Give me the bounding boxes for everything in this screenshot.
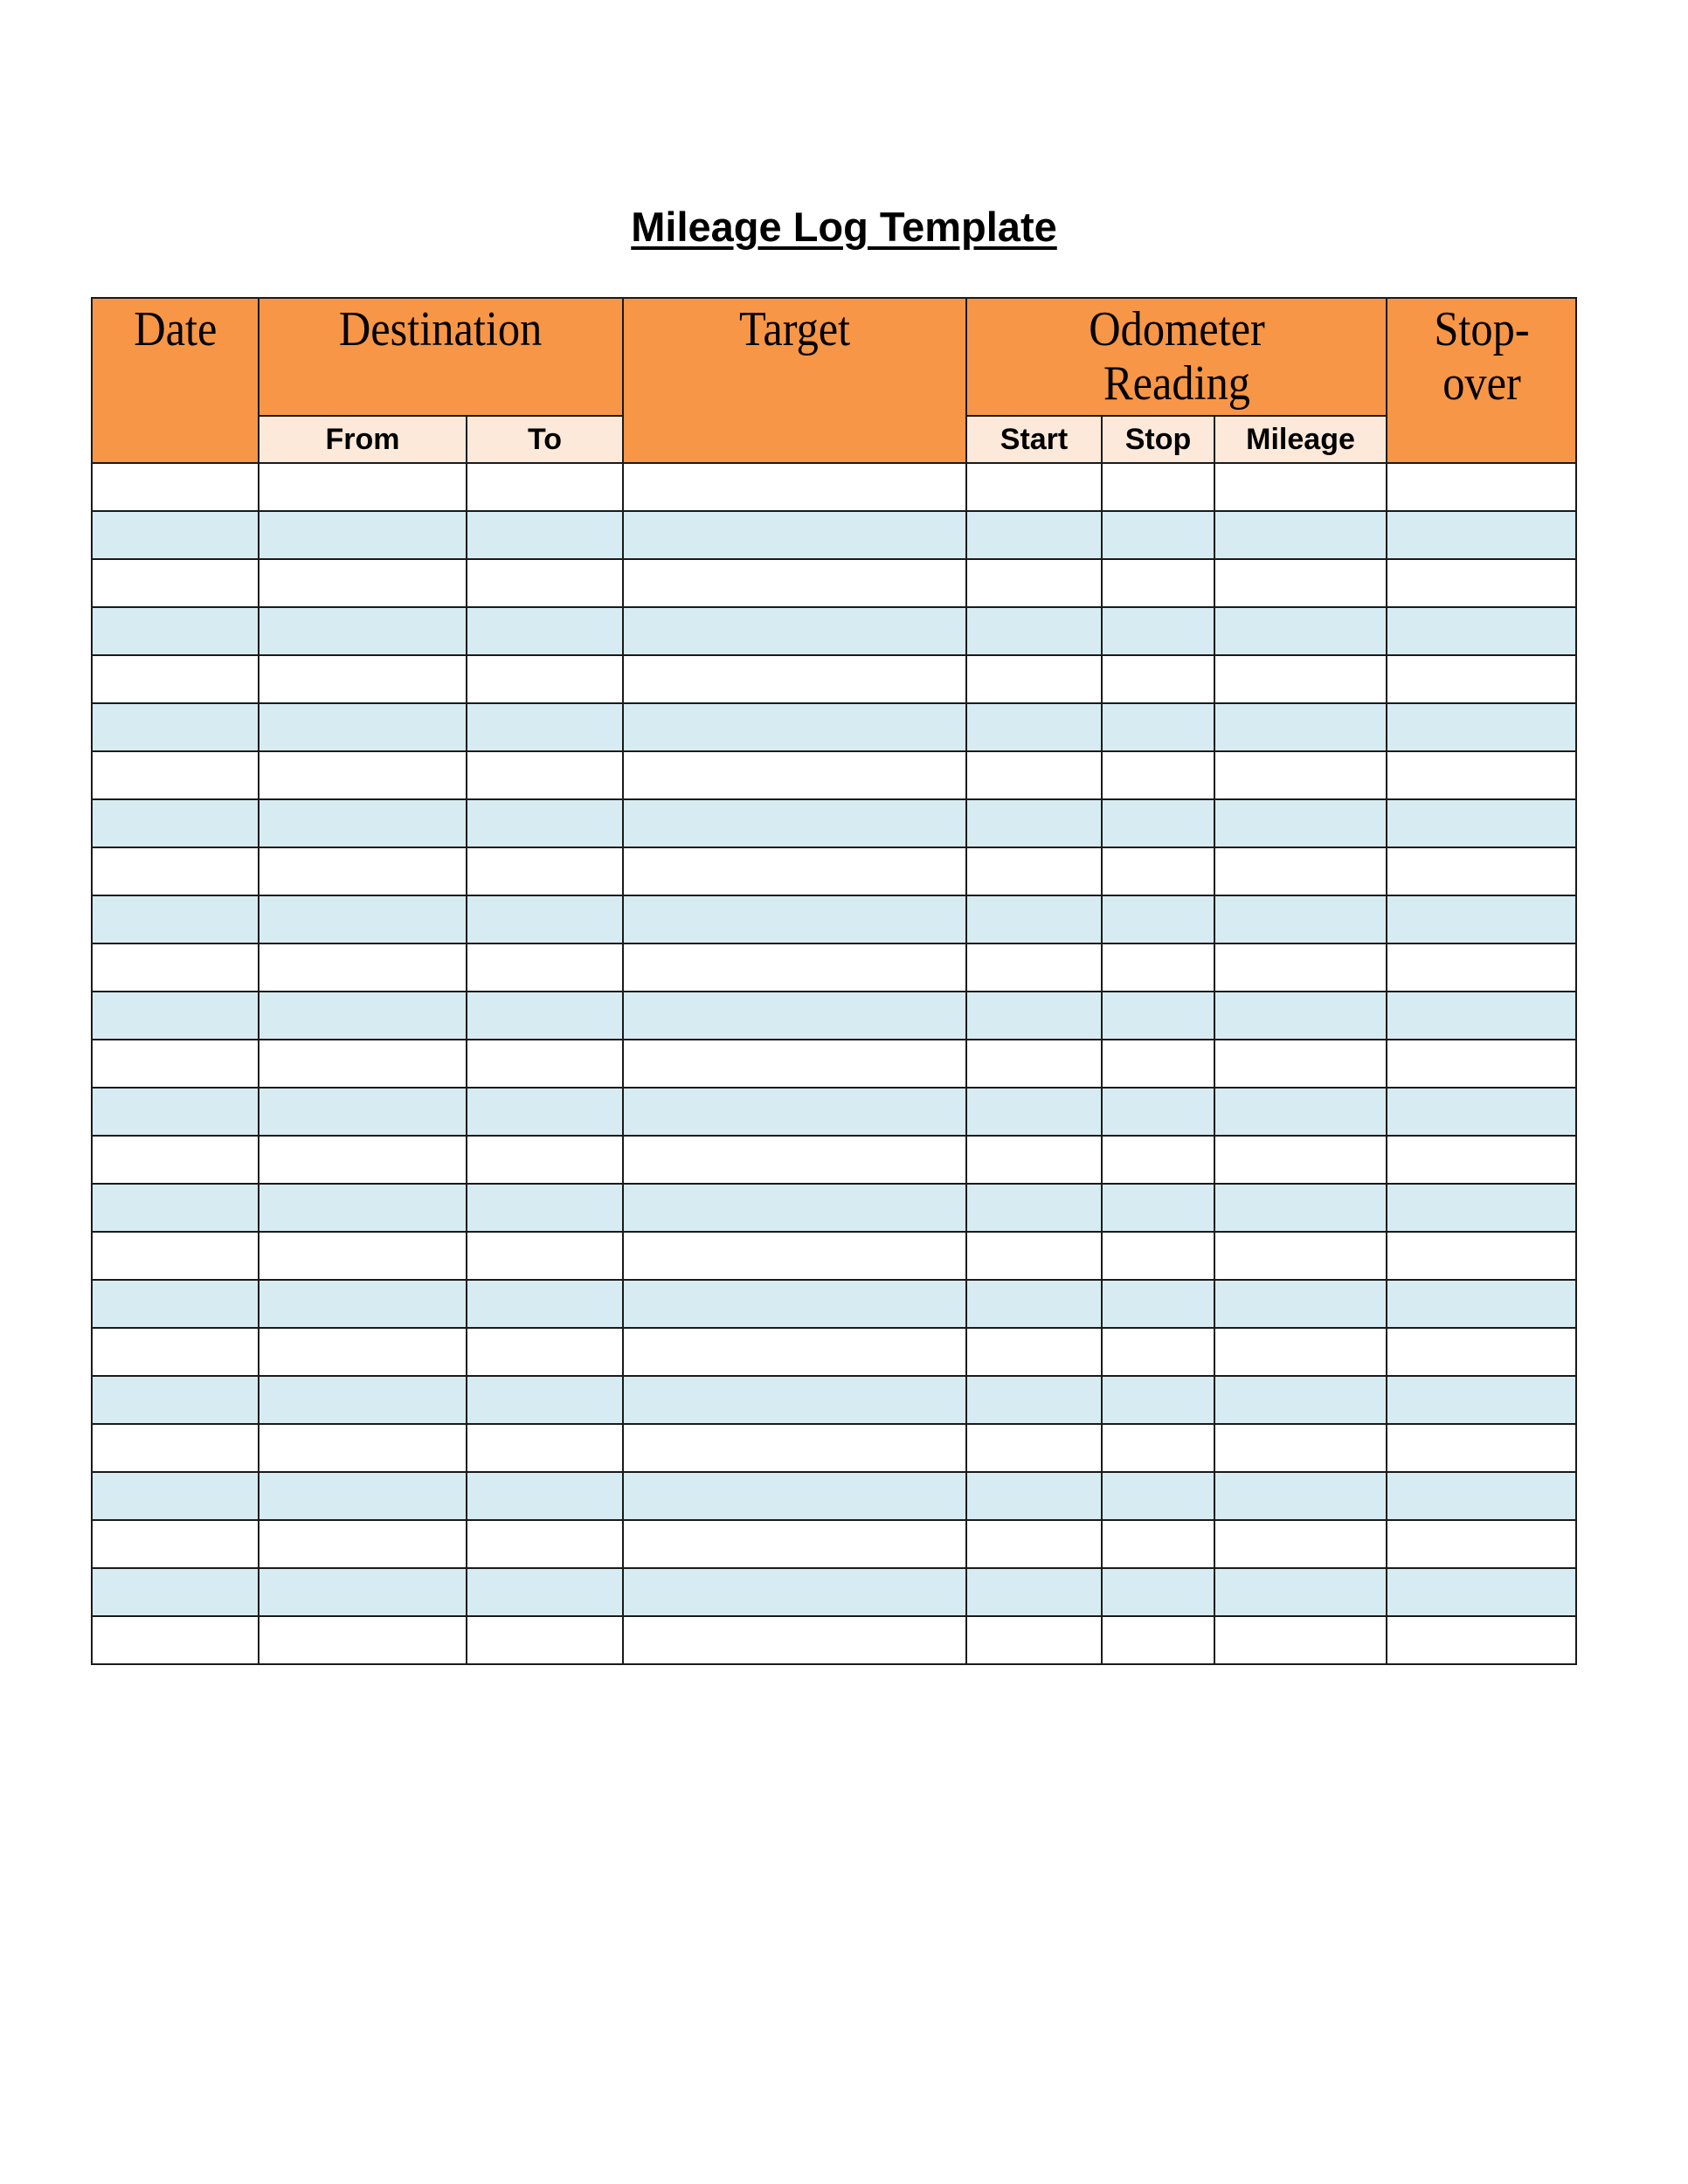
cell-target[interactable] bbox=[623, 1040, 966, 1088]
cell-from[interactable] bbox=[259, 1520, 467, 1568]
page-title: Mileage Log Template bbox=[631, 204, 1057, 250]
cell-mileage[interactable] bbox=[1214, 1376, 1387, 1424]
cell-stop[interactable] bbox=[1102, 1520, 1214, 1568]
cell-target[interactable] bbox=[623, 607, 966, 655]
cell-to[interactable] bbox=[467, 463, 623, 511]
cell-stop[interactable] bbox=[1102, 1568, 1214, 1616]
cell-target[interactable] bbox=[623, 1232, 966, 1280]
cell-stop[interactable] bbox=[1102, 1328, 1214, 1376]
cell-stopover[interactable] bbox=[1387, 463, 1576, 511]
cell-target[interactable] bbox=[623, 799, 966, 847]
cell-to[interactable] bbox=[467, 1280, 623, 1328]
cell-mileage[interactable] bbox=[1214, 1424, 1387, 1472]
cell-mileage[interactable] bbox=[1214, 1088, 1387, 1136]
cell-from[interactable] bbox=[259, 1136, 467, 1184]
cell-date[interactable] bbox=[92, 895, 259, 943]
cell-stop[interactable] bbox=[1102, 1280, 1214, 1328]
cell-start[interactable] bbox=[966, 1472, 1102, 1520]
cell-date[interactable] bbox=[92, 1040, 259, 1088]
cell-start[interactable] bbox=[966, 895, 1102, 943]
cell-target[interactable] bbox=[623, 1328, 966, 1376]
cell-start[interactable] bbox=[966, 1184, 1102, 1232]
cell-date[interactable] bbox=[92, 607, 259, 655]
cell-to[interactable] bbox=[467, 1424, 623, 1472]
cell-date[interactable] bbox=[92, 559, 259, 607]
cell-mileage[interactable] bbox=[1214, 895, 1387, 943]
table-row bbox=[92, 895, 1576, 943]
cell-stop[interactable] bbox=[1102, 1040, 1214, 1088]
cell-stopover[interactable] bbox=[1387, 1088, 1576, 1136]
cell-stopover[interactable] bbox=[1387, 1136, 1576, 1184]
cell-stop[interactable] bbox=[1102, 799, 1214, 847]
cell-stopover[interactable] bbox=[1387, 511, 1576, 559]
cell-stopover[interactable] bbox=[1387, 607, 1576, 655]
cell-to[interactable] bbox=[467, 1232, 623, 1280]
cell-stop[interactable] bbox=[1102, 751, 1214, 799]
cell-start[interactable] bbox=[966, 511, 1102, 559]
cell-mileage[interactable] bbox=[1214, 751, 1387, 799]
cell-mileage[interactable] bbox=[1214, 943, 1387, 992]
table-row bbox=[92, 511, 1576, 559]
cell-mileage[interactable] bbox=[1214, 511, 1387, 559]
cell-stopover[interactable] bbox=[1387, 992, 1576, 1040]
cell-mileage[interactable] bbox=[1214, 1520, 1387, 1568]
subheader-mileage: Mileage bbox=[1214, 416, 1387, 463]
cell-date[interactable] bbox=[92, 1232, 259, 1280]
cell-stopover[interactable] bbox=[1387, 559, 1576, 607]
cell-target[interactable] bbox=[623, 847, 966, 895]
table-row bbox=[92, 703, 1576, 751]
cell-target[interactable] bbox=[623, 1184, 966, 1232]
cell-date[interactable] bbox=[92, 1568, 259, 1616]
table-row bbox=[92, 1616, 1576, 1664]
cell-stopover[interactable] bbox=[1387, 1328, 1576, 1376]
cell-date[interactable] bbox=[92, 1136, 259, 1184]
table-row bbox=[92, 1424, 1576, 1472]
cell-mileage[interactable] bbox=[1214, 703, 1387, 751]
table-row bbox=[92, 1376, 1576, 1424]
table-row bbox=[92, 1232, 1576, 1280]
cell-date[interactable] bbox=[92, 1616, 259, 1664]
cell-mileage[interactable] bbox=[1214, 1472, 1387, 1520]
cell-from[interactable] bbox=[259, 751, 467, 799]
cell-from[interactable] bbox=[259, 1088, 467, 1136]
table-row bbox=[92, 1568, 1576, 1616]
cell-date[interactable] bbox=[92, 463, 259, 511]
cell-start[interactable] bbox=[966, 1568, 1102, 1616]
cell-from[interactable] bbox=[259, 943, 467, 992]
cell-mileage[interactable] bbox=[1214, 992, 1387, 1040]
cell-mileage[interactable] bbox=[1214, 1280, 1387, 1328]
cell-from[interactable] bbox=[259, 1040, 467, 1088]
cell-to[interactable] bbox=[467, 799, 623, 847]
cell-to[interactable] bbox=[467, 943, 623, 992]
cell-date[interactable] bbox=[92, 1088, 259, 1136]
cell-date[interactable] bbox=[92, 799, 259, 847]
table-row bbox=[92, 992, 1576, 1040]
cell-target[interactable] bbox=[623, 751, 966, 799]
table-row bbox=[92, 799, 1576, 847]
cell-stopover[interactable] bbox=[1387, 895, 1576, 943]
header-target: Target bbox=[623, 298, 966, 463]
cell-mileage[interactable] bbox=[1214, 1328, 1387, 1376]
header-destination: Destination bbox=[259, 298, 623, 416]
cell-target[interactable] bbox=[623, 943, 966, 992]
cell-date[interactable] bbox=[92, 511, 259, 559]
cell-stopover[interactable] bbox=[1387, 1472, 1576, 1520]
cell-stop[interactable] bbox=[1102, 1088, 1214, 1136]
table-row bbox=[92, 1088, 1576, 1136]
cell-target[interactable] bbox=[623, 655, 966, 703]
cell-stopover[interactable] bbox=[1387, 655, 1576, 703]
cell-start[interactable] bbox=[966, 703, 1102, 751]
cell-from[interactable] bbox=[259, 1568, 467, 1616]
cell-from[interactable] bbox=[259, 1328, 467, 1376]
cell-from[interactable] bbox=[259, 847, 467, 895]
cell-stop[interactable] bbox=[1102, 1232, 1214, 1280]
cell-to[interactable] bbox=[467, 1136, 623, 1184]
subheader-to: To bbox=[467, 416, 623, 463]
cell-from[interactable] bbox=[259, 511, 467, 559]
cell-from[interactable] bbox=[259, 799, 467, 847]
cell-to[interactable] bbox=[467, 1520, 623, 1568]
subheader-from: From bbox=[259, 416, 467, 463]
table-row bbox=[92, 1280, 1576, 1328]
cell-start[interactable] bbox=[966, 1376, 1102, 1424]
table-row bbox=[92, 1520, 1576, 1568]
cell-to[interactable] bbox=[467, 607, 623, 655]
cell-date[interactable] bbox=[92, 655, 259, 703]
cell-start[interactable] bbox=[966, 1328, 1102, 1376]
cell-to[interactable] bbox=[467, 1376, 623, 1424]
cell-stopover[interactable] bbox=[1387, 751, 1576, 799]
cell-from[interactable] bbox=[259, 463, 467, 511]
cell-from[interactable] bbox=[259, 1424, 467, 1472]
cell-to[interactable] bbox=[467, 895, 623, 943]
cell-from[interactable] bbox=[259, 1472, 467, 1520]
cell-target[interactable] bbox=[623, 1136, 966, 1184]
cell-stopover[interactable] bbox=[1387, 943, 1576, 992]
table-row bbox=[92, 1472, 1576, 1520]
cell-mileage[interactable] bbox=[1214, 1568, 1387, 1616]
cell-target[interactable] bbox=[623, 1424, 966, 1472]
table-row bbox=[92, 559, 1576, 607]
cell-mileage[interactable] bbox=[1214, 559, 1387, 607]
subheader-stop: Stop bbox=[1102, 416, 1214, 463]
cell-to[interactable] bbox=[467, 1472, 623, 1520]
table-row bbox=[92, 1136, 1576, 1184]
cell-to[interactable] bbox=[467, 559, 623, 607]
cell-date[interactable] bbox=[92, 1280, 259, 1328]
cell-start[interactable] bbox=[966, 943, 1102, 992]
cell-target[interactable] bbox=[623, 1520, 966, 1568]
cell-to[interactable] bbox=[467, 703, 623, 751]
cell-to[interactable] bbox=[467, 1328, 623, 1376]
cell-stop[interactable] bbox=[1102, 943, 1214, 992]
cell-date[interactable] bbox=[92, 703, 259, 751]
cell-stop[interactable] bbox=[1102, 559, 1214, 607]
cell-start[interactable] bbox=[966, 463, 1102, 511]
cell-from[interactable] bbox=[259, 607, 467, 655]
cell-target[interactable] bbox=[623, 703, 966, 751]
cell-stopover[interactable] bbox=[1387, 1520, 1576, 1568]
cell-date[interactable] bbox=[92, 1328, 259, 1376]
cell-target[interactable] bbox=[623, 992, 966, 1040]
cell-target[interactable] bbox=[623, 463, 966, 511]
cell-stop[interactable] bbox=[1102, 1136, 1214, 1184]
cell-to[interactable] bbox=[467, 847, 623, 895]
cell-date[interactable] bbox=[92, 1472, 259, 1520]
cell-stopover[interactable] bbox=[1387, 1424, 1576, 1472]
cell-stop[interactable] bbox=[1102, 895, 1214, 943]
cell-mileage[interactable] bbox=[1214, 799, 1387, 847]
cell-stopover[interactable] bbox=[1387, 799, 1576, 847]
cell-start[interactable] bbox=[966, 1520, 1102, 1568]
cell-from[interactable] bbox=[259, 703, 467, 751]
cell-from[interactable] bbox=[259, 1184, 467, 1232]
cell-stop[interactable] bbox=[1102, 511, 1214, 559]
cell-start[interactable] bbox=[966, 655, 1102, 703]
cell-from[interactable] bbox=[259, 992, 467, 1040]
cell-mileage[interactable] bbox=[1214, 1184, 1387, 1232]
cell-stop[interactable] bbox=[1102, 655, 1214, 703]
cell-start[interactable] bbox=[966, 1424, 1102, 1472]
cell-stopover[interactable] bbox=[1387, 847, 1576, 895]
table-row bbox=[92, 655, 1576, 703]
cell-date[interactable] bbox=[92, 1424, 259, 1472]
table-row bbox=[92, 463, 1576, 511]
cell-target[interactable] bbox=[623, 1472, 966, 1520]
cell-from[interactable] bbox=[259, 1376, 467, 1424]
cell-stopover[interactable] bbox=[1387, 1040, 1576, 1088]
cell-to[interactable] bbox=[467, 1568, 623, 1616]
cell-start[interactable] bbox=[966, 1136, 1102, 1184]
cell-stop[interactable] bbox=[1102, 463, 1214, 511]
cell-stopover[interactable] bbox=[1387, 1568, 1576, 1616]
cell-start[interactable] bbox=[966, 799, 1102, 847]
cell-start[interactable] bbox=[966, 751, 1102, 799]
cell-target[interactable] bbox=[623, 559, 966, 607]
cell-mileage[interactable] bbox=[1214, 1232, 1387, 1280]
table-row bbox=[92, 943, 1576, 992]
cell-from[interactable] bbox=[259, 1616, 467, 1664]
subheader-start: Start bbox=[966, 416, 1102, 463]
cell-date[interactable] bbox=[92, 1184, 259, 1232]
cell-start[interactable] bbox=[966, 1616, 1102, 1664]
cell-stopover[interactable] bbox=[1387, 1376, 1576, 1424]
cell-to[interactable] bbox=[467, 1184, 623, 1232]
cell-target[interactable] bbox=[623, 1568, 966, 1616]
cell-stopover[interactable] bbox=[1387, 703, 1576, 751]
cell-date[interactable] bbox=[92, 992, 259, 1040]
cell-stop[interactable] bbox=[1102, 992, 1214, 1040]
cell-stop[interactable] bbox=[1102, 847, 1214, 895]
mileage-log-table bbox=[91, 297, 1577, 1665]
cell-mileage[interactable] bbox=[1214, 1616, 1387, 1664]
cell-mileage[interactable] bbox=[1214, 1040, 1387, 1088]
cell-from[interactable] bbox=[259, 1280, 467, 1328]
cell-stopover[interactable] bbox=[1387, 1184, 1576, 1232]
cell-stop[interactable] bbox=[1102, 607, 1214, 655]
cell-start[interactable] bbox=[966, 607, 1102, 655]
cell-stop[interactable] bbox=[1102, 1424, 1214, 1472]
cell-date[interactable] bbox=[92, 943, 259, 992]
cell-stopover[interactable] bbox=[1387, 1616, 1576, 1664]
table-row bbox=[92, 1328, 1576, 1376]
cell-start[interactable] bbox=[966, 1232, 1102, 1280]
table-row bbox=[92, 751, 1576, 799]
cell-stop[interactable] bbox=[1102, 1616, 1214, 1664]
cell-stop[interactable] bbox=[1102, 1376, 1214, 1424]
cell-start[interactable] bbox=[966, 1040, 1102, 1088]
cell-to[interactable] bbox=[467, 1616, 623, 1664]
cell-start[interactable] bbox=[966, 847, 1102, 895]
cell-to[interactable] bbox=[467, 1040, 623, 1088]
cell-to[interactable] bbox=[467, 1088, 623, 1136]
cell-mileage[interactable] bbox=[1214, 607, 1387, 655]
cell-stopover[interactable] bbox=[1387, 1232, 1576, 1280]
header-stopover: Stop-over bbox=[1387, 298, 1576, 463]
cell-from[interactable] bbox=[259, 655, 467, 703]
table-row bbox=[92, 1184, 1576, 1232]
log-rows bbox=[92, 463, 1576, 1664]
cell-from[interactable] bbox=[259, 1232, 467, 1280]
cell-target[interactable] bbox=[623, 895, 966, 943]
cell-start[interactable] bbox=[966, 1280, 1102, 1328]
table-row bbox=[92, 847, 1576, 895]
cell-to[interactable] bbox=[467, 751, 623, 799]
cell-from[interactable] bbox=[259, 559, 467, 607]
header-odometer-reading: Odometer Reading bbox=[966, 298, 1387, 416]
cell-start[interactable] bbox=[966, 559, 1102, 607]
cell-from[interactable] bbox=[259, 895, 467, 943]
table-row bbox=[92, 1040, 1576, 1088]
cell-mileage[interactable] bbox=[1214, 1136, 1387, 1184]
header-date: Date bbox=[92, 298, 259, 463]
cell-to[interactable] bbox=[467, 992, 623, 1040]
cell-to[interactable] bbox=[467, 511, 623, 559]
cell-date[interactable] bbox=[92, 1376, 259, 1424]
cell-target[interactable] bbox=[623, 1376, 966, 1424]
cell-target[interactable] bbox=[623, 511, 966, 559]
cell-start[interactable] bbox=[966, 1088, 1102, 1136]
cell-target[interactable] bbox=[623, 1280, 966, 1328]
cell-mileage[interactable] bbox=[1214, 655, 1387, 703]
cell-date[interactable] bbox=[92, 847, 259, 895]
cell-stop[interactable] bbox=[1102, 1472, 1214, 1520]
cell-date[interactable] bbox=[92, 1520, 259, 1568]
cell-start[interactable] bbox=[966, 992, 1102, 1040]
table-row bbox=[92, 607, 1576, 655]
cell-stop[interactable] bbox=[1102, 703, 1214, 751]
cell-date[interactable] bbox=[92, 751, 259, 799]
cell-to[interactable] bbox=[467, 655, 623, 703]
cell-stop[interactable] bbox=[1102, 1184, 1214, 1232]
cell-mileage[interactable] bbox=[1214, 847, 1387, 895]
cell-target[interactable] bbox=[623, 1088, 966, 1136]
cell-mileage[interactable] bbox=[1214, 463, 1387, 511]
cell-stopover[interactable] bbox=[1387, 1280, 1576, 1328]
cell-target[interactable] bbox=[623, 1616, 966, 1664]
